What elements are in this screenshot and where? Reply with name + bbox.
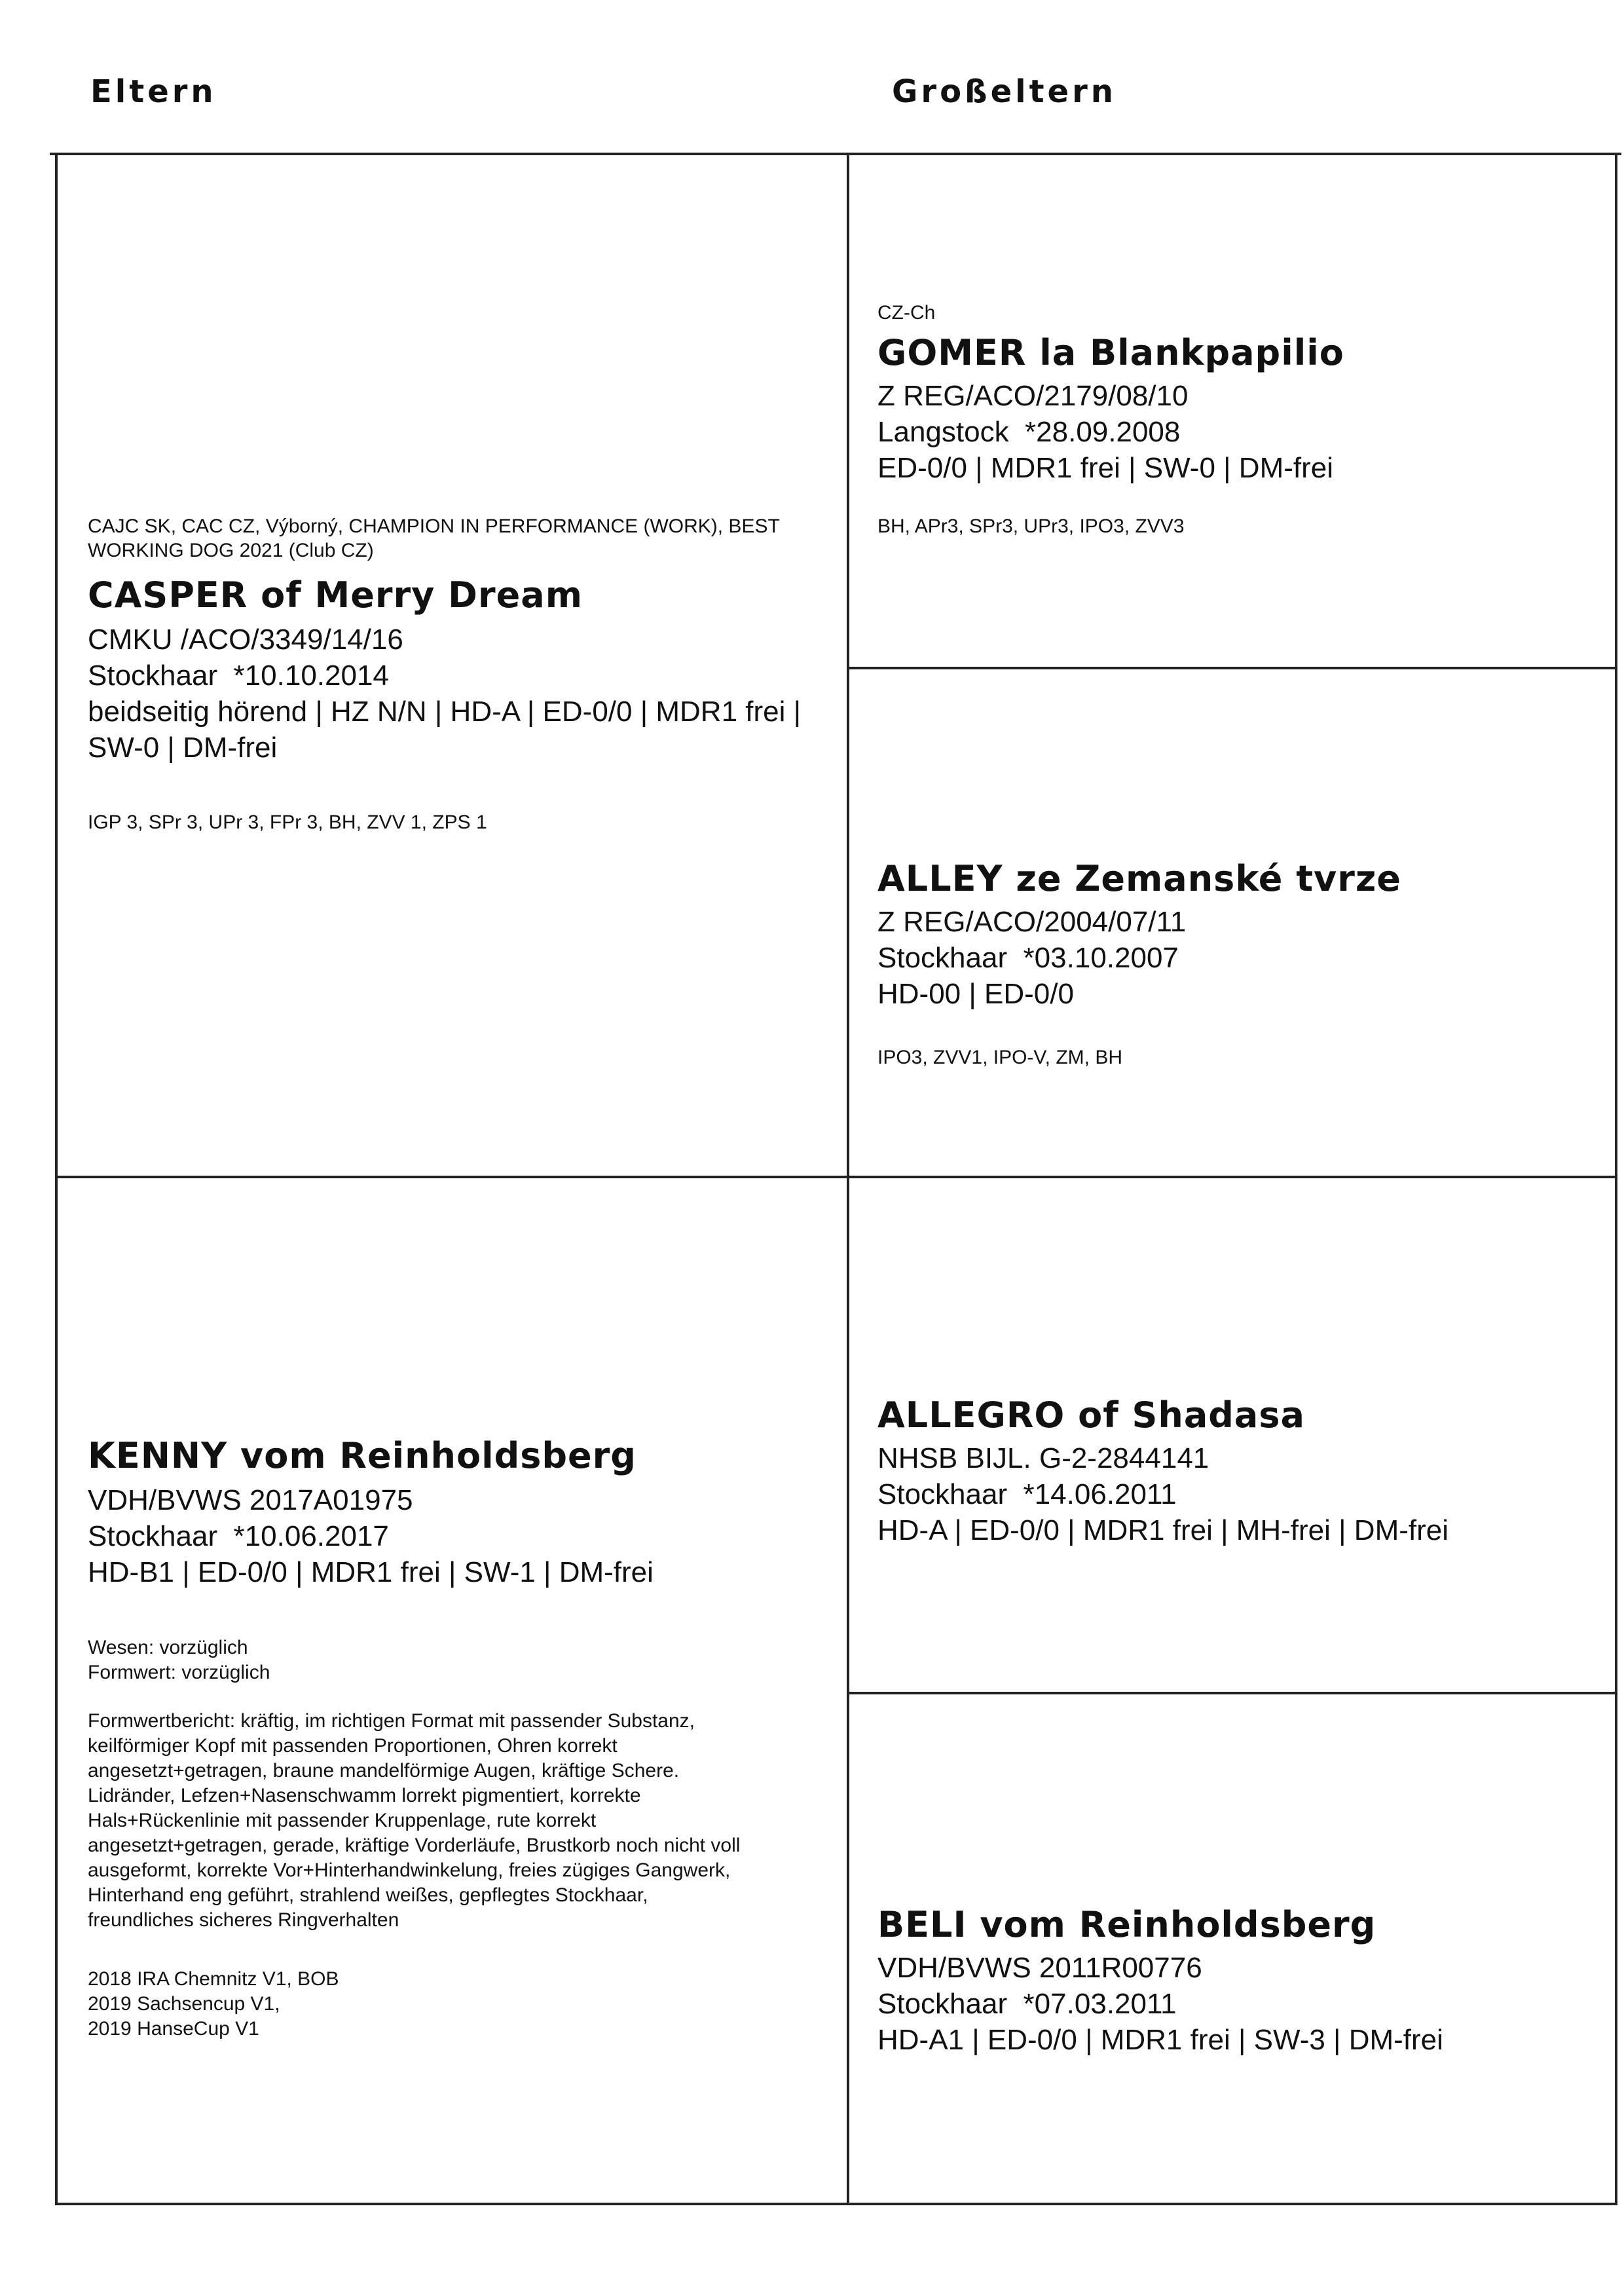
sire-sire-work: BH, APr3, SPr3, UPr3, IPO3, ZVV3 [877,515,1185,537]
sire-reg: CMKU /ACO/3349/14/16 [88,624,403,656]
dam-sire-coat-birth: Stockhaar *14.06.2011 [877,1478,1177,1510]
sire-sire-titles: CZ-Ch [877,302,936,324]
dam-report-line: keilförmiger Kopf mit passenden Proportionen, Ohren korrekt [88,1735,618,1757]
dam-wesen: Wesen: vorzüglich [88,1637,248,1658]
sire-dam-work: IPO3, ZVV1, IPO-V, ZM, BH [877,1047,1122,1068]
sire-dam-reg: Z REG/ACO/2004/07/11 [877,906,1187,938]
dam-sire-cell [849,1178,1614,1691]
dam-report-line: ausgeformt, korrekte Vor+Hinterhandwinkelung, freies zügiges Gangwerk, [88,1859,731,1881]
dam-show-line: 2018 IRA Chemnitz V1, BOB [88,1968,339,1990]
sire-name: CASPER of Merry Dream [88,574,583,616]
sire-sire-reg: Z REG/ACO/2179/08/10 [877,380,1189,412]
sire-titles: CAJC SK, CAC CZ, Výborný, CHAMPION IN PERFORMANCE (WORK), BEST WORKING DOG 2021 (Club CZ) [88,515,780,561]
dam-health: HD-B1 | ED-0/0 | MDR1 frei | SW-1 | DM-frei [88,1556,654,1588]
sire-sire-health: ED-0/0 | MDR1 frei | SW-0 | DM-frei [877,452,1334,484]
dam-show-line: 2019 Sachsencup V1, [88,1993,280,2015]
sire-dam-info [877,904,1186,1012]
dam-info [88,1482,654,1590]
dam-coat-birth: Stockhaar *10.06.2017 [88,1520,389,1552]
header-grandparents: Großeltern [892,73,1116,110]
dam-dam-coat-birth: Stockhaar *07.03.2011 [877,1988,1177,2020]
sire-dam-coat-birth: Stockhaar *03.10.2007 [877,942,1179,974]
dam-report-line: Hinterhand eng geführt, strahlend weißes, gepflegtes Stockhaar, [88,1884,648,1906]
dam-report-line: angesetzt+getragen, gerade, kräftige Vorderläufe, Brustkorb noch nicht voll [88,1835,741,1856]
dam-shows [88,1967,339,2042]
dam-dam-cell [849,1694,1614,2202]
grid-bottom-line [55,2203,1617,2205]
dam-sire-info [877,1440,1449,1548]
dam-sire-reg: NHSB BIJL. G-2-2844141 [877,1442,1209,1474]
sire-dam-cell [849,669,1614,1175]
dam-report-line: Lidränder, Lefzen+Nasenschwamm lorrekt pigmentiert, korrekte [88,1785,641,1806]
dam-sire-name: ALLEGRO of Shadasa [877,1394,1305,1436]
sire-dam-health: HD-00 | ED-0/0 [877,978,1074,1010]
sire-sire-name: GOMER la Blankpapilio [877,332,1344,373]
dam-dam-info [877,1950,1443,2058]
dam-dam-name: BELI vom Reinholdsberg [877,1904,1376,1945]
dam-report-line: Hals+Rückenlinie mit passender Kruppenlage, rute korrekt [88,1810,597,1831]
sire-sire-info [877,378,1333,486]
dam-report-line: angesetzt+getragen, braune mandelförmige Augen, kräftige Schere. [88,1760,680,1782]
sire-cell [59,155,845,1174]
grid-right-line [1615,153,1617,2205]
dam-show-line: 2019 HanseCup V1 [88,2018,259,2040]
dam-report-line: Formwertbericht: kräftig, im richtigen Format mit passender Substanz, [88,1710,695,1732]
dam-report-line: freundliches sicheres Ringverhalten [88,1909,399,1931]
dam-reg: VDH/BVWS 2017A01975 [88,1484,413,1516]
dam-name: KENNY vom Reinholdsberg [88,1435,637,1476]
dam-dam-reg: VDH/BVWS 2011R00776 [877,1952,1202,1984]
sire-sire-coat-birth: Langstock *28.09.2008 [877,416,1181,448]
dam-evaluation [88,1635,270,1685]
sire-coat-birth: Stockhaar *10.10.2014 [88,660,389,692]
header-parents: Eltern [90,73,217,110]
dam-report [88,1709,740,1933]
dam-sire-health: HD-A | ED-0/0 | MDR1 frei | MH-frei | DM-frei [877,1514,1449,1546]
grid-left-line [55,153,58,2205]
dam-cell [59,1178,845,2202]
sire-sire-cell [849,155,1614,666]
sire-health: beidseitig hörend | HZ N/N | HD-A | ED-0/0 | MDR1 frei | SW-0 | DM-frei [88,696,802,764]
dam-formwert: Formwert: vorzüglich [88,1662,270,1683]
sire-info [88,622,841,766]
dam-dam-health: HD-A1 | ED-0/0 | MDR1 frei | SW-3 | DM-frei [877,2024,1443,2056]
sire-work: IGP 3, SPr 3, UPr 3, FPr 3, BH, ZVV 1, ZPS 1 [88,812,487,833]
sire-dam-name: ALLEY ze Zemanské tvrze [877,858,1401,899]
